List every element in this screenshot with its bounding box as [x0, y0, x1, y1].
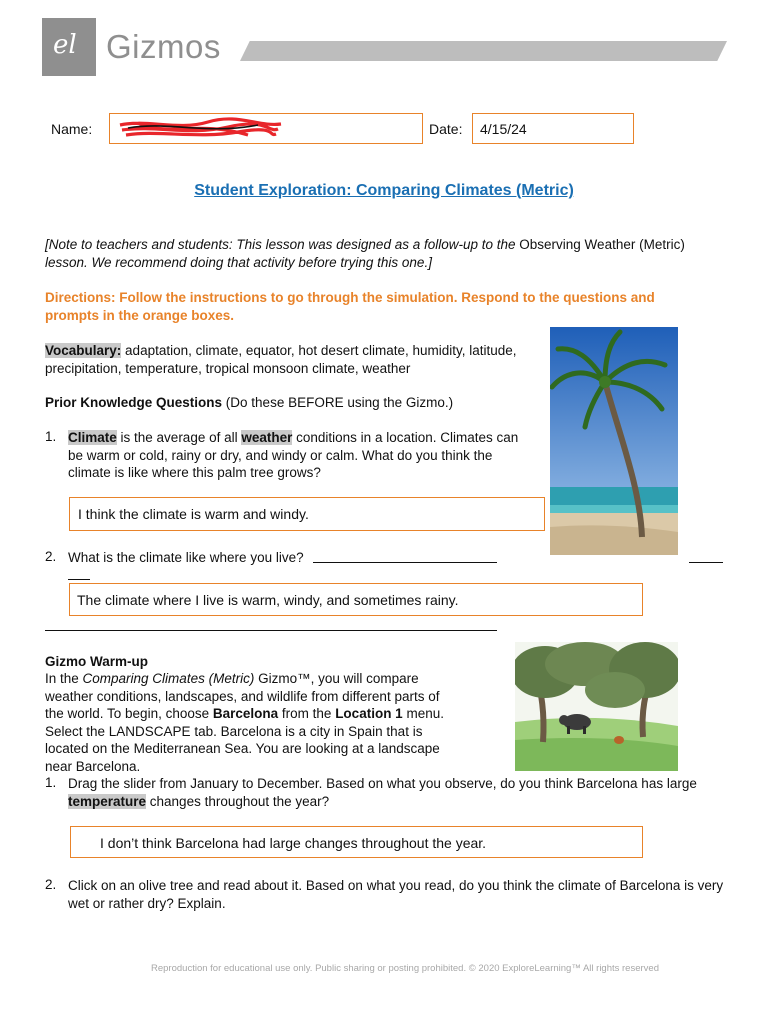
vocabulary-terms: adaptation, climate, equator, hot desert climate, humidity, latitude, precipitation, temperature, tropical monsoon climate, weather [45, 343, 517, 376]
question-temperature [68, 775, 728, 810]
answer-blank-line [313, 562, 497, 563]
answer-box-local-climate[interactable] [69, 583, 643, 616]
warmup-heading: Gizmo Warm-up [45, 654, 148, 669]
vocabulary-label: Vocabulary: [45, 343, 122, 358]
barcelona-landscape-image [515, 642, 678, 771]
footer-copyright: Reproduction for educational use only. Public sharing or posting prohibited. © 2020 ExploreLearning™ All rights reserved [151, 963, 659, 974]
question-number: 1. [45, 775, 57, 790]
answer-blank-line [68, 579, 90, 580]
gizmo-name: Comparing Climates (Metric) [82, 671, 255, 686]
prior-knowledge-title: Prior Knowledge Questions [45, 395, 223, 410]
name-label: Name: [51, 121, 93, 137]
date-field[interactable] [472, 113, 634, 144]
question-number: 2. [45, 549, 57, 564]
question-local-climate: What is the climate like where you live? [68, 550, 304, 565]
answer-box-climate[interactable] [69, 497, 545, 531]
question-number: 1. [45, 429, 57, 444]
question-text: Drag the slider from January to December. Based on what you observe, do you think Barcelona has large [68, 776, 697, 791]
prior-knowledge-note: (Do these BEFORE using the Gizmo.) [225, 395, 454, 410]
vocabulary [45, 342, 535, 377]
answer-blank-line [45, 630, 497, 631]
question-number: 2. [45, 877, 57, 892]
menu-location-1: Location 1 [335, 706, 403, 721]
page-title: Student Exploration: Comparing Climates (Metric) [194, 182, 574, 199]
note-part1: [Note to teachers and students: This lesson was designed as a follow-up to the [45, 237, 520, 252]
warmup-text: menu. Select the LANDSCAPE tab. Barcelona is a city in Spain that is located on the Mediterranean Sea. You are looking at a landscape near Barcelona. [45, 706, 444, 774]
question-olive-tree: Click on an olive tree and read about it. Based on what you read, do you think the climate of Barcelona is very wet or rather dry? Explain. [68, 878, 724, 911]
city-barcelona: Barcelona [212, 706, 279, 721]
teacher-note [45, 236, 725, 271]
redacted-scribble [118, 117, 283, 141]
warmup-text: In the [45, 671, 83, 686]
warmup-text: Gizmo™, you will compare weather conditions, landscapes, and wildlife from different parts of the world. To begin, choose [45, 671, 440, 721]
prior-knowledge-heading [45, 394, 725, 412]
warmup-text: from the [278, 706, 336, 721]
brand-logo [42, 18, 96, 76]
directions: Directions: Follow the instructions to go through the simulation. Respond to the questions and prompts in the orange boxes. [45, 290, 655, 323]
answer-text: I think the climate is warm and windy. [78, 506, 309, 522]
question-text: is the average of all [116, 430, 242, 445]
answer-text: I don’t think Barcelona had large changes throughout the year. [100, 835, 487, 851]
answer-text: The climate where I live is warm, windy, and sometimes rainy. [77, 592, 459, 608]
term-weather: weather [241, 430, 293, 445]
date-label: Date: [429, 121, 463, 137]
question-text: changes throughout the year? [146, 793, 330, 809]
palm-tree-photo [550, 327, 678, 555]
term-temperature: temperature [68, 793, 147, 809]
brand-name: Gizmos [106, 28, 221, 65]
question-climate [68, 429, 533, 482]
answer-box-temperature[interactable] [70, 826, 643, 858]
warmup-intro [45, 670, 460, 775]
note-lesson-name: Observing Weather (Metric) [519, 237, 685, 252]
logo-glyph: el [53, 30, 77, 60]
header-bar [240, 41, 727, 61]
term-climate: Climate [68, 430, 117, 445]
date-value: 4/15/24 [480, 121, 527, 137]
note-part2: lesson. We recommend doing that activity before trying this one.] [45, 254, 432, 270]
answer-blank-line [689, 562, 723, 563]
question-text: conditions in a location. Climates can be warm or cold, rainy or dry, and windy or calm. What do you think the climate is like where this palm tree grows? [68, 430, 519, 480]
